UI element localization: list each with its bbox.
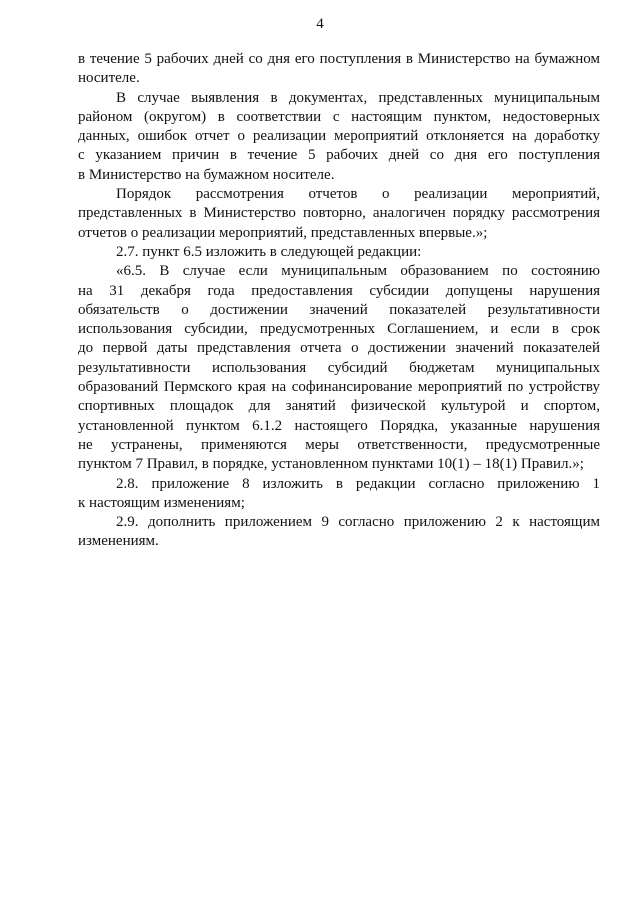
text-line: данных, ошибок отчет о реализации мероприятий отклоняется на доработку [78,128,600,145]
page-number: 4 [316,16,324,32]
document-body [78,50,600,552]
text-line: установленной пунктом 6.1.2 настоящего Порядка, указанные нарушения [78,417,600,434]
text-line: 2.9. дополнить приложением 9 согласно приложению 2 к настоящим [116,514,600,531]
text-line: пунктом 7 Правил, в порядке, установленном пунктами 10(1) – 18(1) Правил.»; [78,456,584,473]
paragraph [78,89,600,185]
text-line: к настоящим изменениям; [78,494,245,511]
text-line: с указанием причин в течение 5 рабочих дней со дня его поступления [78,147,600,164]
text-line: 2.8. приложение 8 изложить в редакции согласно приложению 1 [116,475,600,492]
text-line: В случае выявления в документах, представленных муниципальным [116,89,600,106]
paragraph [78,185,600,243]
text-line: до первой даты представления отчета о достижении значений показателей [78,340,600,357]
paragraph [78,513,600,552]
text-line: районом (округом) в соответствии с настоящим пунктом, недостоверных [78,108,600,125]
text-line: носителе. [78,70,140,87]
text-line: представленных в Министерство повторно, аналогичен порядку рассмотрения [78,205,600,222]
paragraph [78,50,600,89]
text-line: использования субсидии, предусмотренных Соглашением, и если в срок [78,321,600,338]
text-line: обязательств о достижении значений показателей результативности [78,301,600,318]
text-line: образований Пермского края на софинансирование мероприятий по устройству [78,379,600,396]
text-line: «6.5. В случае если муниципальным образованием по состоянию [116,263,600,280]
paragraph [78,262,600,474]
text-line: на 31 декабря года предоставления субсидии допущены нарушения [78,282,600,299]
text-line: отчетов о реализации мероприятий, представленных впервые.»; [78,224,488,241]
paragraph [78,475,600,514]
text-line: результативности использования субсидий бюджетам муниципальных [78,359,600,376]
text-line: спортивных площадок для занятий физической культурой и спортом, [78,398,600,415]
text-line: не устранены, применяются меры ответственности, предусмотренные [78,436,600,453]
paragraph [78,243,600,262]
text-line: изменениям. [78,533,159,550]
text-line: 2.7. пункт 6.5 изложить в следующей редакции: [116,243,422,260]
text-line: в течение 5 рабочих дней со дня его поступления в Министерство на бумажном [78,51,600,67]
text-line: в Министерство на бумажном носителе. [78,166,335,183]
text-line: Порядок рассмотрения отчетов о реализации мероприятий, [116,186,600,203]
